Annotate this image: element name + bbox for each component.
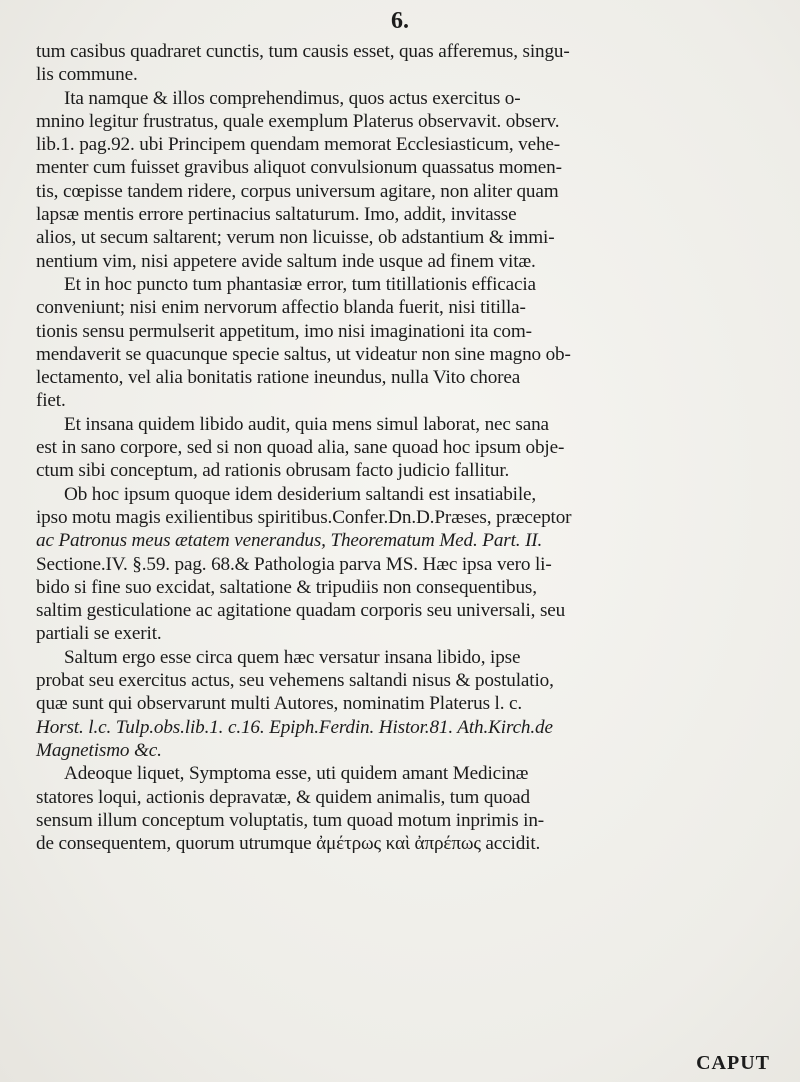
text-line: tis, cœpisse tandem ridere, corpus universum agitare, non aliter quam xyxy=(36,180,559,202)
text-line: Magnetismo &c. xyxy=(36,739,162,761)
text-line: saltim gesticulatione ac agitatione quadam corporis seu universali, seu xyxy=(36,600,566,622)
text-line: conveniunt; nisi enim nervorum affectio blanda fuerit, nisi titilla- xyxy=(36,297,526,319)
text-line: menter cum fuisset gravibus aliquot convulsionum quassatus momen- xyxy=(36,157,562,179)
text-line: est in sano corpore, sed si non quoad alia, sane quoad hoc ipsum obje- xyxy=(36,437,565,459)
text-line: quæ sunt qui observarunt multi Autores, nominatim Platerus l. c. xyxy=(36,693,523,715)
text-line: lapsæ mentis errore pertinacius saltaturum. Imo, addit, invitasse xyxy=(36,204,517,226)
paragraph-start: Saltum ergo esse circa quem hæc versatur insana libido, ipse xyxy=(64,646,521,668)
text-line: lis commune. xyxy=(36,64,138,86)
text-line: ac Patronus meus ætatem venerandus, Theorematum Med. Part. II. xyxy=(36,530,543,552)
paragraph-start: Ita namque & illos comprehendimus, quos actus exercitus o- xyxy=(64,87,521,109)
text-line: alios, ut secum saltarent; verum non licuisse, ob adstantium & immi- xyxy=(36,227,555,249)
text-line: fiet. xyxy=(36,390,66,412)
text-line: probat seu exercitus actus, seu vehemens saltandi nisus & postulatio, xyxy=(36,670,554,692)
paragraph-start: Et in hoc puncto tum phantasiæ error, tum titillationis efficacia xyxy=(64,273,536,295)
text-line: Horst. l.c. Tulp.obs.lib.1. c.16. Epiph.Ferdin. Histor.81. Ath.Kirch.de xyxy=(36,716,553,738)
text-line: bido si fine suo excidat, saltatione & tripudiis non consequentibus, xyxy=(36,576,537,598)
paragraph-start: Ob hoc ipsum quoque idem desiderium saltandi est insatiabile, xyxy=(64,483,537,505)
text-line: ipso motu magis exilientibus spiritibus.Confer.Dn.D.Præses, præceptor xyxy=(36,506,572,528)
text-line: mnino legitur frustratus, quale exemplum Platerus observavit. observ. xyxy=(36,110,560,132)
paragraph-start: Adeoque liquet, Symptoma esse, uti quidem amant Medicinæ xyxy=(64,763,529,785)
text-line: lib.1. pag.92. ubi Principem quendam memorat Ecclesiasticum, vehe- xyxy=(36,134,561,156)
text-line: lectamento, vel alia bonitatis ratione ineundus, nulla Vito chorea xyxy=(36,367,521,389)
paragraph-start: Et insana quidem libido audit, quia mens simul laborat, nec sana xyxy=(64,413,549,435)
catchword: CAPUT xyxy=(696,1052,770,1074)
text-line: sensum illum conceptum voluptatis, tum quoad motum inprimis in- xyxy=(36,809,545,831)
text-line: tionis sensu permulserit appetitum, imo nisi imaginationi ita com- xyxy=(36,320,532,342)
page-number: 6. xyxy=(391,8,409,34)
text-line: mendaverit se quacunque specie saltus, ut videatur non sine magno ob- xyxy=(36,343,571,365)
text-line: statores loqui, actionis depravatæ, & quidem animalis, tum quoad xyxy=(36,786,530,808)
text-line: partiali se exerit. xyxy=(36,623,162,645)
text-line: ctum sibi conceptum, ad rationis obrusam facto judicio fallitur. xyxy=(36,460,510,482)
body-text xyxy=(36,40,786,855)
text-line: de consequentem, quorum utrumque ἀμέτρως καὶ ἀπρέπως accidit. xyxy=(36,833,541,855)
text-line: tum casibus quadraret cunctis, tum causis esset, quas afferemus, singu- xyxy=(36,41,570,62)
text-line: nentium vim, nisi appetere avide saltum inde usque ad finem vitæ. xyxy=(36,250,536,272)
text-line: Sectione.IV. §.59. pag. 68.& Pathologia parva MS. Hæc ipsa vero li- xyxy=(36,553,552,575)
